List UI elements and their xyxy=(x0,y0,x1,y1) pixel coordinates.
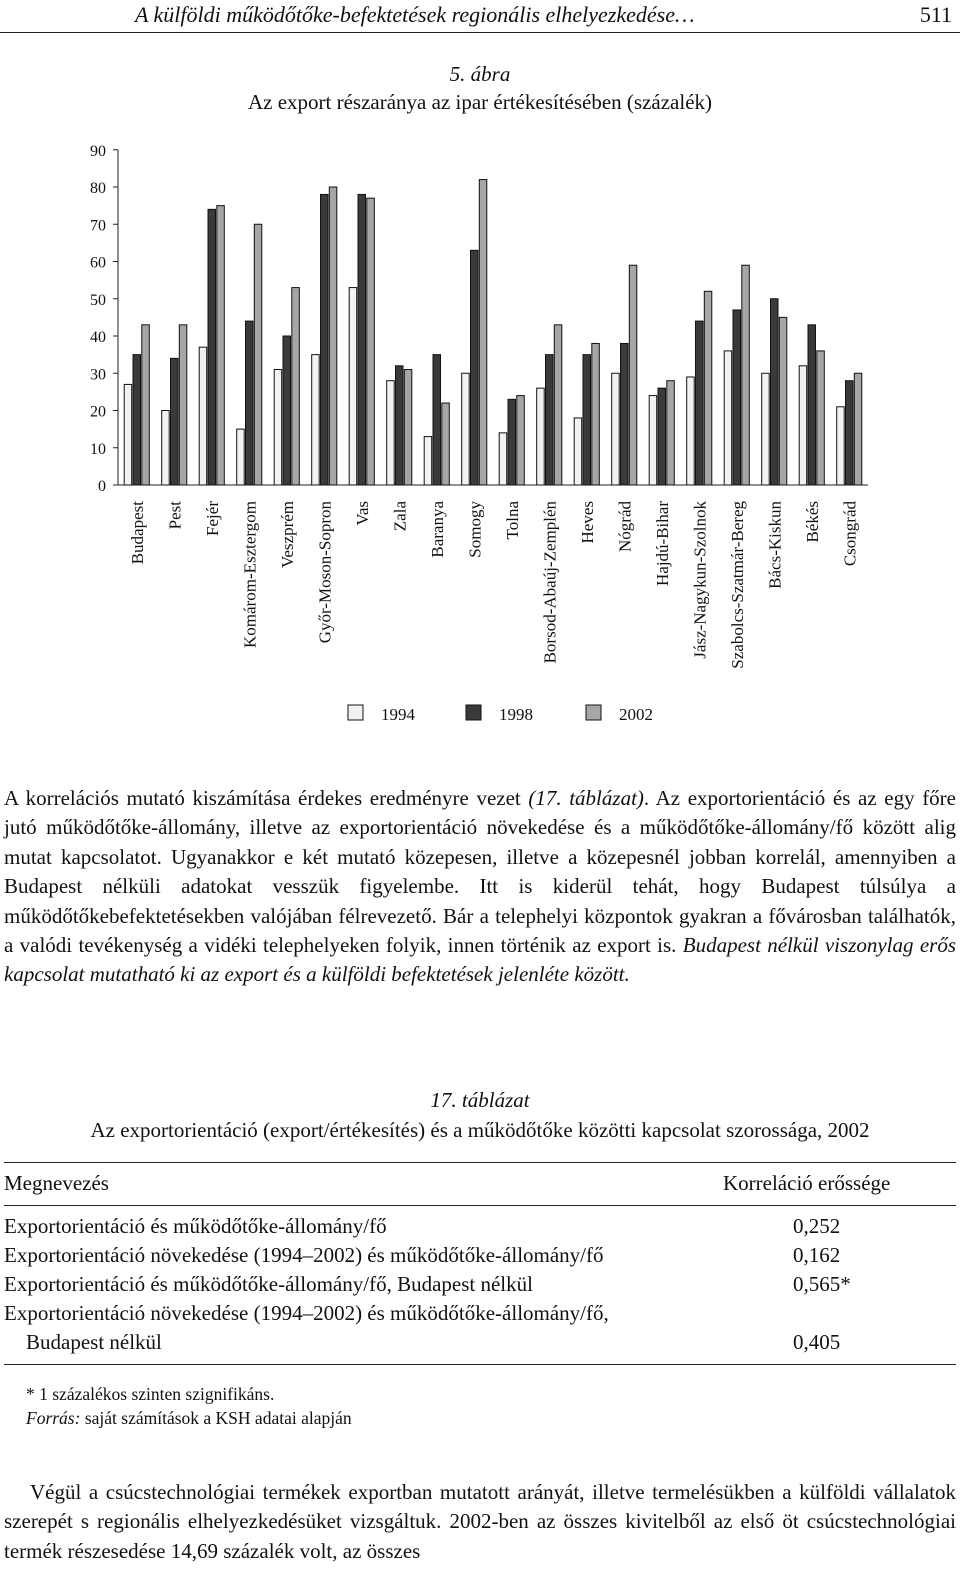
bar xyxy=(254,224,261,485)
category-label: Fejér xyxy=(202,501,222,536)
category-label: Baranya xyxy=(427,501,447,558)
bar xyxy=(283,336,291,485)
bar xyxy=(817,351,825,485)
bar xyxy=(329,187,337,485)
paragraph-1 xyxy=(4,784,956,990)
table-top-rule xyxy=(4,1162,956,1163)
category-label: Vas xyxy=(352,501,372,526)
bar xyxy=(508,399,516,485)
legend-label: 1998 xyxy=(499,705,533,724)
paragraph-2-text: Végül a csúcstechnológiai termékek exportban mutatott arányát, illetve termelésükben a külföldi vállalatok szerepét s regionális elhelyezkedésüket vizsgáltuk. 2002-ben az összes kivitelből az első öt csúcstechnológiai termék részesedése 14,69 százalék volt, az összes xyxy=(4,1480,956,1563)
bar-chart xyxy=(0,135,960,735)
bar xyxy=(462,373,470,485)
bar xyxy=(349,288,357,485)
category-label: Nógrád xyxy=(615,501,635,552)
bar xyxy=(367,198,375,485)
category-label: Jász-Nagykun-Szolnok xyxy=(690,501,710,659)
bar xyxy=(358,194,366,485)
table-header-rule xyxy=(4,1205,956,1206)
bar xyxy=(292,288,300,485)
bar xyxy=(612,373,620,485)
table-bottom-rule xyxy=(4,1364,956,1365)
bar xyxy=(733,310,741,485)
bar xyxy=(724,351,732,485)
figure-number: 5. ábra xyxy=(449,62,511,86)
category-label: Szabolcs-Szatmár-Bereg xyxy=(727,501,747,669)
bar xyxy=(387,381,395,485)
table-row xyxy=(4,1299,956,1357)
category-label: Veszprém xyxy=(277,501,297,569)
bar xyxy=(162,411,170,486)
bar xyxy=(396,366,404,485)
source-label: Forrás: xyxy=(26,1408,81,1428)
legend-swatch xyxy=(348,705,363,720)
bar xyxy=(762,373,770,485)
bar xyxy=(537,388,545,485)
category-label: Somogy xyxy=(465,501,485,558)
category-label: Budapest xyxy=(127,501,147,565)
bar xyxy=(779,317,787,485)
row-value: 0,565* xyxy=(793,1272,851,1296)
bar xyxy=(433,355,441,485)
bar xyxy=(546,355,554,485)
y-tick-label: 30 xyxy=(90,366,106,384)
italic-run: Budapest nélkül viszonylag erős kapcsolat mutatható ki az export és a külföldi befektetések jelenléte között. xyxy=(4,933,957,987)
category-label: Zala xyxy=(390,501,410,532)
y-tick-label: 90 xyxy=(90,142,106,160)
bar xyxy=(237,429,245,485)
bar xyxy=(442,403,450,485)
category-label: Tolna xyxy=(502,501,522,540)
italic-run: (17. táblázat) xyxy=(528,786,644,810)
bar xyxy=(799,366,807,485)
y-tick-label: 80 xyxy=(90,180,106,197)
bar xyxy=(124,384,132,485)
row-label-continued: Budapest nélkül xyxy=(26,1330,162,1354)
bar xyxy=(404,370,412,485)
figure-title: Az export részaránya az ipar értékesítésében (százalék) xyxy=(247,90,713,114)
legend-swatch xyxy=(466,705,481,720)
category-label: Komárom-Esztergom xyxy=(240,501,260,648)
bar xyxy=(808,325,816,485)
table-row xyxy=(4,1270,956,1299)
bar xyxy=(704,291,712,485)
y-tick-label: 10 xyxy=(90,440,106,458)
bar xyxy=(199,347,207,485)
bar xyxy=(424,437,432,485)
row-value: 0,252 xyxy=(793,1214,841,1238)
bar xyxy=(583,355,591,485)
bar xyxy=(658,388,666,485)
bar xyxy=(217,206,225,485)
table-header-name: Megnevezés xyxy=(4,1171,109,1195)
bar xyxy=(687,377,695,485)
bar xyxy=(854,373,862,485)
y-tick-label: 70 xyxy=(90,217,106,235)
y-tick-label: 0 xyxy=(98,478,106,495)
y-tick-label: 50 xyxy=(90,291,106,309)
table-title: Az exportorientáció (export/értékesítés) és a működőtőke közötti kapcsolat szorossága, 2002 xyxy=(90,1118,870,1142)
bar xyxy=(574,418,582,485)
table-header xyxy=(4,1171,956,1199)
category-label: Bács-Kiskun xyxy=(765,501,785,589)
bar xyxy=(667,381,675,485)
significance-note: * 1 százalékos szinten szignifikáns. xyxy=(26,1384,275,1404)
category-label: Győr-Moson-Sopron xyxy=(315,501,335,644)
table-number: 17. táblázat xyxy=(430,1088,530,1112)
legend-label: 2002 xyxy=(619,705,653,724)
bar xyxy=(133,355,141,485)
category-label: Borsod-Abaúj-Zemplén xyxy=(540,501,560,664)
y-tick-label: 40 xyxy=(90,329,106,346)
bar xyxy=(471,250,479,485)
text-run: A korrelációs mutató kiszámítása érdekes eredményre vezet xyxy=(4,786,529,810)
table-row xyxy=(4,1212,956,1241)
bar xyxy=(321,194,329,485)
source-text: saját számítások a KSH adatai alapján xyxy=(80,1408,352,1428)
row-label: Exportorientáció és működőtőke-állomány/fő, Budapest nélkül xyxy=(4,1272,533,1296)
paragraph-2 xyxy=(4,1478,956,1566)
bar xyxy=(846,381,854,485)
running-head-title: A külföldi működőtőke-befektetések regionális elhelyezkedése… xyxy=(135,2,695,27)
row-label: Exportorientáció növekedése (1994–2002) és működőtőke-állomány/fő xyxy=(4,1243,604,1267)
bar xyxy=(696,321,704,485)
bar xyxy=(592,343,600,485)
bar xyxy=(621,343,629,485)
source-note xyxy=(26,1406,352,1430)
bar xyxy=(499,433,507,485)
bar xyxy=(179,325,187,485)
bar xyxy=(142,325,150,485)
bar xyxy=(517,396,525,485)
bar xyxy=(208,209,216,485)
category-label: Hajdú-Bihar xyxy=(652,501,672,586)
bar xyxy=(171,358,179,485)
bar xyxy=(629,265,637,485)
bar xyxy=(554,325,562,485)
legend-label: 1994 xyxy=(381,705,415,724)
bar xyxy=(246,321,254,485)
row-value: 0,405 xyxy=(793,1330,841,1354)
text-run: . Az exportorientáció és az egy főre jutó működőtőke-állomány, illetve az exportorientáció növekedése és a működőtőke-állomány/fő között alig mutat kapcsolatot. Ugyanakkor e két mutató közepesen, illetve a közepesnél jobban korrelál, amennyiben a Budapest nélküli adatokat vesszük figyelembe. Itt is kiderül tehát, hogy Budapest túlsúlya a működőtőkebefektetésekben valójában félrevezető. Bár a telephelyi központok gyakran a fővárosban találhatók, a valódi tevékenység a vidéki telephelyeken folyik, innen történik az export is. xyxy=(4,786,956,958)
bar xyxy=(771,299,779,485)
row-label: Exportorientáció növekedése (1994–2002) és működőtőke-állomány/fő, xyxy=(4,1301,609,1325)
bar xyxy=(274,370,282,485)
row-value: 0,162 xyxy=(793,1243,841,1267)
bar xyxy=(837,407,845,485)
category-label: Békés xyxy=(802,501,822,543)
bar xyxy=(312,355,320,485)
table-row xyxy=(4,1241,956,1270)
legend-swatch xyxy=(586,705,601,720)
bar xyxy=(742,265,750,485)
bar xyxy=(649,396,657,485)
running-head xyxy=(0,0,960,33)
row-label: Exportorientáció és működőtőke-állomány/fő xyxy=(4,1214,387,1238)
category-label: Heves xyxy=(577,501,597,544)
table-header-correlation: Korreláció erőssége xyxy=(723,1171,891,1195)
category-label: Pest xyxy=(165,501,185,530)
y-tick-label: 20 xyxy=(90,403,106,421)
page-number: 511 xyxy=(919,2,952,27)
bar xyxy=(479,180,487,485)
table-notes xyxy=(26,1382,352,1430)
category-label: Csongrád xyxy=(840,501,860,567)
table-body xyxy=(4,1212,956,1357)
y-tick-label: 60 xyxy=(90,254,106,272)
